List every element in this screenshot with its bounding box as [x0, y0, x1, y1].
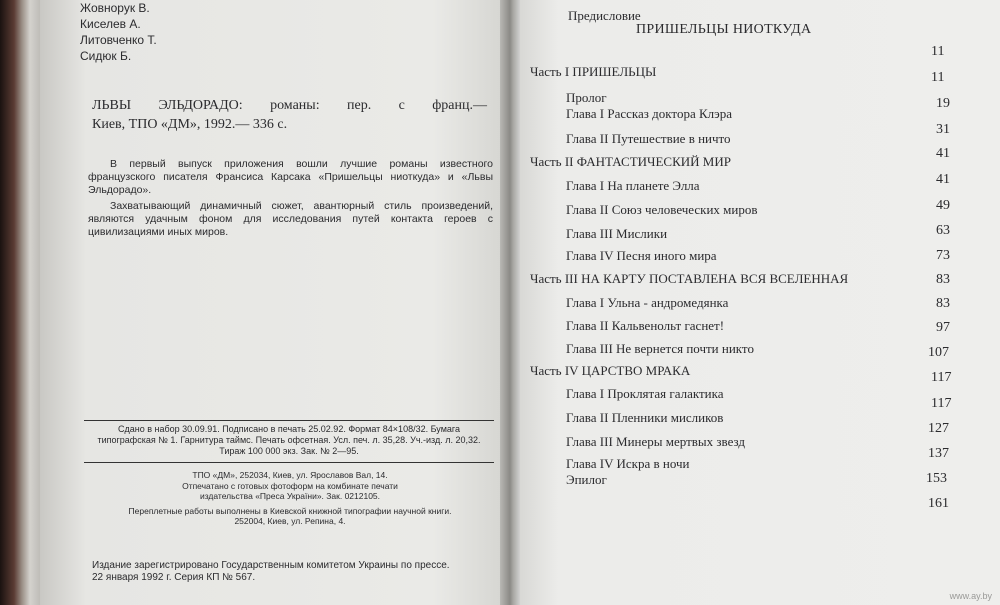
toc-entry: Часть II ФАНТАСТИЧЕСКИЙ МИР — [530, 154, 731, 169]
toc-page-number: 63 — [936, 223, 950, 238]
toc-entry: Пролог — [566, 90, 607, 105]
toc-page-number: 11 — [931, 70, 945, 85]
registration-info — [92, 560, 492, 584]
author: Литовченко Т. — [80, 33, 157, 47]
annotation-paragraph: В первый выпуск приложения вошли лучшие романы известного французского писателя Франсиса Карсака «Пришельцы ниоткуда» и «Львы Эльдорадо». — [88, 158, 493, 196]
imprint-line: Сдано в набор 30.09.91. Подписано в печать 25.02.92. Формат 84×108/32. Бумага — [118, 424, 460, 434]
toc-entry: Глава I Проклятая галактика — [566, 386, 724, 401]
publisher-info — [90, 470, 490, 527]
toc-page-number: 41 — [936, 172, 950, 187]
annotation-paragraph: Захватывающий динамичный сюжет, авантюрный стиль произведений, являются удачным фоном для исследования путей контакта героев с цивилизациями иных миров. — [88, 200, 493, 238]
toc-page-number: 97 — [936, 320, 950, 335]
toc-page-number: 19 — [936, 96, 950, 111]
toc-entry: Часть III НА КАРТУ ПОСТАВЛЕНА ВСЯ ВСЕЛЕННАЯ — [530, 271, 849, 286]
imprint-line: типографская № 1. Гарнитура таймс. Печать офсетная. Усл. печ. л. 35,28. Уч.-изд. л. 20,32. — [97, 435, 481, 445]
toc-entry: Часть IV ЦАРСТВО МРАКА — [530, 363, 691, 378]
toc-page-number: 83 — [936, 296, 950, 311]
book-edge — [0, 0, 40, 605]
toc-entry: Глава I Ульна - андромедянка — [566, 295, 729, 310]
watermark: www.ay.by — [949, 591, 992, 601]
toc-page-number: 161 — [928, 496, 949, 511]
publisher-line: Переплетные работы выполнены в Киевской книжной типографии научной книги. — [128, 505, 452, 516]
toc-preface: Предисловие — [568, 8, 641, 23]
toc-page-number: 49 — [936, 198, 950, 213]
registration-line: 22 января 1992 г. Серия КП № 567. — [92, 572, 256, 583]
toc-page-number: 73 — [936, 248, 950, 263]
bibliographic-entry — [92, 96, 487, 134]
toc-page-number: 31 — [936, 122, 950, 137]
publisher-line: издательства «Преса України». Зак. 0212105. — [199, 491, 381, 501]
toc-entry: Глава III Мислики — [566, 226, 668, 241]
toc-page-number: 117 — [931, 396, 952, 411]
toc-entry: Глава II Путешествие в ничто — [566, 131, 731, 146]
book-gutter — [500, 0, 522, 605]
publisher-line: Отпечатано с готовых фотоформ на комбинате печати — [182, 480, 398, 491]
registration-line: Издание зарегистрировано Государственным комитетом Украины по прессе. — [92, 560, 450, 571]
toc-page-number: 41 — [936, 146, 950, 161]
toc-entry: Глава I На планете Элла — [566, 178, 700, 193]
toc-entry: Глава I Рассказ доктора Клэра — [566, 106, 732, 121]
toc-title: ПРИШЕЛЬЦЫ НИОТКУДА — [636, 22, 812, 37]
toc-entry: Глава IV Песня иного мира — [566, 248, 717, 263]
toc-entry: Эпилог — [566, 472, 607, 487]
toc-page-number: 117 — [931, 370, 952, 385]
toc-page-number: 153 — [926, 471, 947, 486]
toc-entry: Глава II Союз человеческих миров — [566, 202, 758, 217]
publisher-line: ТПО «ДМ», 252034, Киев, ул. Ярославов Вал, 14. — [192, 470, 388, 480]
author: Киселев А. — [80, 17, 141, 31]
toc-entry: Глава II Кальвенольт гаснет! — [566, 318, 725, 333]
author: Сидюк Б. — [80, 49, 132, 63]
bib-line: ЛЬВЫ ЭЛЬДОРАДО: романы: пер. с франц.— — [92, 98, 487, 113]
authors-list — [80, 0, 157, 64]
toc-entry: Глава III Минеры мертвых звезд — [566, 434, 746, 449]
author: Жовнорук В. — [80, 1, 150, 15]
toc-page-number: 127 — [928, 421, 949, 436]
toc-entry: Глава IV Искра в ночи — [566, 456, 690, 471]
toc-page-number: 107 — [928, 345, 949, 360]
publisher-line: 252004, Киев, ул. Репина, 4. — [234, 516, 346, 526]
toc-page-number: 83 — [936, 272, 950, 287]
imprint-line: Тираж 100 000 экз. Зак. № 2—95. — [219, 446, 359, 456]
toc-page-number: 11 — [931, 44, 945, 59]
toc-page-number: 137 — [928, 446, 949, 461]
toc-entry: Часть I ПРИШЕЛЬЦЫ — [530, 64, 657, 79]
annotation — [88, 158, 493, 242]
imprint-block — [84, 420, 494, 463]
toc-entry: Глава II Пленники мисликов — [566, 410, 724, 425]
bib-line: Киев, ТПО «ДМ», 1992.— 336 с. — [92, 117, 288, 132]
toc-entry: Глава III Не вернется почти никто — [566, 341, 754, 356]
